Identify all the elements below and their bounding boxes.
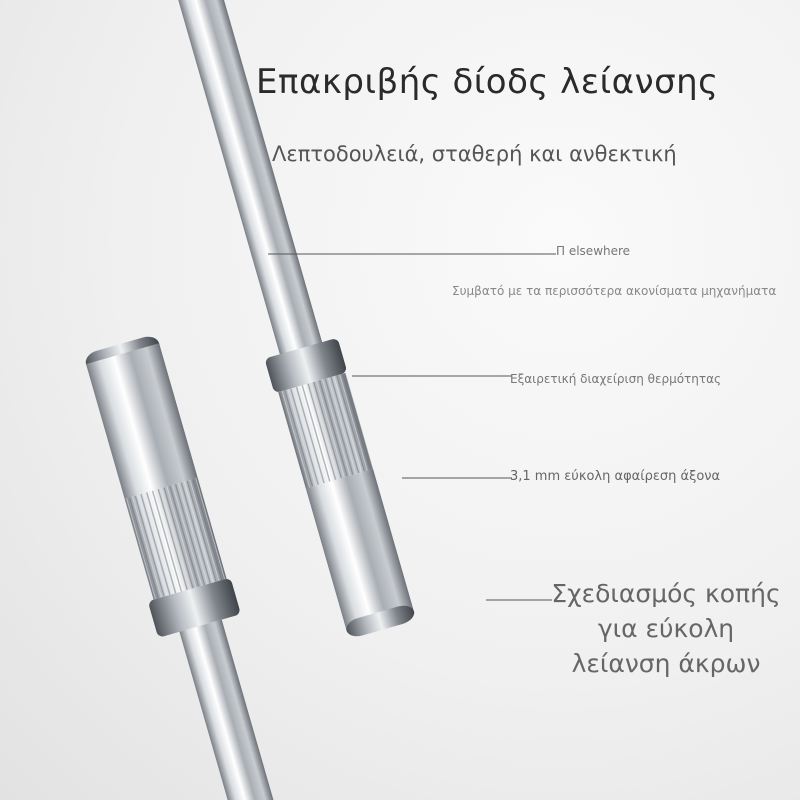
- annotation-compatibility: Συμβατό με τα περισσότερα ακονίσματα μηχανήματα: [452, 284, 777, 298]
- short-bit-knurl: [125, 478, 227, 600]
- annotation-heat: Εξαιρετική διαχείριση θερμότητας: [510, 372, 722, 386]
- page-title: Επακριβής δίοδς λείανσης: [256, 62, 719, 102]
- annotation-top: Π elsewhere: [556, 244, 631, 258]
- feature-line-3: λείανση άκρων: [571, 649, 761, 678]
- feature-text: [536, 576, 796, 681]
- short-bit-shaft: [179, 620, 293, 800]
- feature-line-2: για εύκολη: [597, 614, 735, 643]
- page-subtitle: Λεπτοδουλειά, σταθερή και ανθεκτική: [272, 142, 677, 166]
- long-bit-knurl: [278, 373, 373, 488]
- long-bit-shaft: [152, 0, 324, 359]
- short-bit: [78, 333, 313, 800]
- short-bit-head: [86, 343, 198, 499]
- feature-line-1: Σχεδιασμός κοπής: [551, 579, 781, 608]
- annotation-axle: 3,1 mm εύκολη αφαίρεση άξονα: [510, 469, 721, 484]
